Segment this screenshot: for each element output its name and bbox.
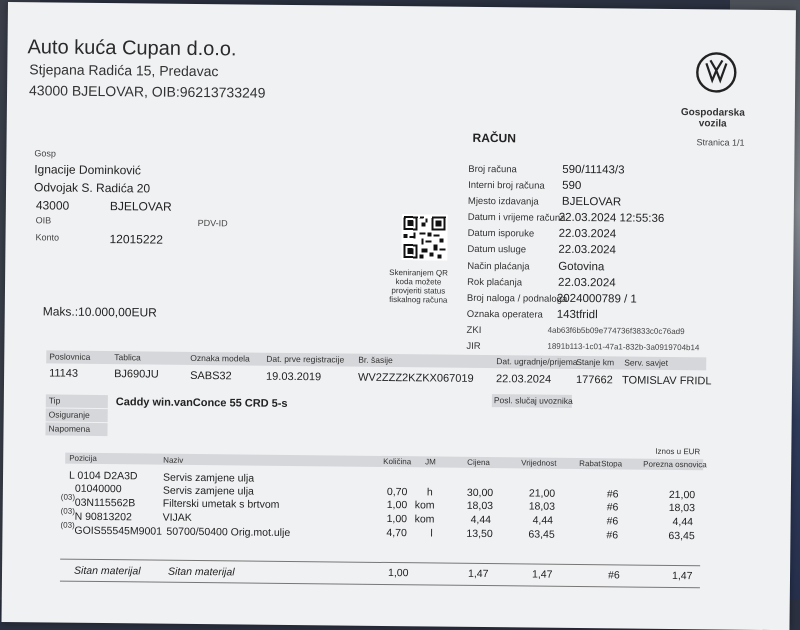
tip-label: Tip [48, 395, 61, 406]
field-value: 22.03.2024 [558, 243, 617, 257]
footer-position: Sitan materijal [73, 564, 141, 578]
row-name: Servis zamjene ulja [162, 471, 255, 485]
qr-caption: Skeniranjem QR koda možete provjeriti status fiskalnog računa [389, 268, 448, 305]
vehicle-value: 19.03.2019 [266, 370, 322, 384]
napomena-label: Napomena [48, 423, 91, 434]
row-name: 50700/50400 Orig.mot.ulje [166, 525, 291, 539]
row-stopa: #6 [606, 529, 619, 542]
row-price: 18,03 [466, 499, 494, 513]
buyer-konto: 12015222 [109, 232, 163, 247]
row-base: 21,00 [668, 488, 696, 502]
row-base: 4,44 [672, 515, 694, 529]
field-label: Datum usluge [467, 243, 527, 256]
vehicle-header: Br. šasije [358, 354, 393, 366]
vehicle-value: BJ690JU [114, 368, 159, 381]
buyer-konto-label: Konto [35, 232, 60, 243]
buyer-name: Ignacije Dominković [34, 162, 142, 178]
row-qty: 0,70 [386, 485, 408, 499]
vw-logo-icon [695, 51, 737, 93]
buyer-street: Odvojak S. Radića 20 [33, 180, 151, 196]
row-jm: h [426, 486, 433, 499]
row-stopa: #6 [606, 488, 619, 501]
row-jm: kom [414, 513, 435, 526]
footer-value: 1,47 [531, 568, 553, 581]
invoice-paper [2, 2, 796, 630]
field-value: 1891b113-1c01-47a1-832b-3a0919704b14 [547, 341, 700, 353]
vehicle-value: WV2ZZZ2KZKX067019 [358, 371, 474, 385]
buyer-postal: 43000 [35, 198, 70, 213]
tip-value: Caddy win.vanConce 55 CRD 5-s [115, 396, 288, 410]
seller-city-oib: 43000 BJELOVAR, OIB:96213733249 [28, 82, 266, 101]
row-position: 01040000 [74, 482, 122, 496]
row-stopa: #6 [606, 515, 619, 528]
field-label: Datum i vrijeme računa [467, 211, 566, 224]
row-jm: l [430, 527, 433, 540]
field-label: Broj naloga / podnaloga [466, 292, 568, 305]
vehicle-value: 177662 [576, 373, 613, 387]
row-position: L 0104 D2A3D [68, 469, 138, 483]
row-qty: 1,00 [386, 512, 408, 526]
footer-line-bottom [60, 581, 700, 589]
items-header: Količina [383, 456, 412, 467]
max-amount: Maks.:10.000,00EUR [42, 304, 157, 320]
qr-code-icon [401, 214, 447, 260]
field-value: 590 [562, 179, 582, 193]
seller-name: Auto kuća Cupan d.o.o. [27, 36, 237, 61]
row-position: GOIS55545M9001 [74, 524, 163, 538]
field-label: Način plaćanja [467, 260, 530, 273]
field-label: JIR [466, 340, 481, 352]
vehicle-header: Poslovnica [49, 351, 91, 362]
row-name: Filterski umetak s brtvom [162, 497, 280, 511]
row-qty: 1,00 [386, 498, 408, 512]
row-base: 18,03 [668, 501, 696, 515]
footer-base: 1,47 [671, 569, 693, 583]
row-prefix: (03) [60, 520, 75, 530]
row-prefix: (03) [60, 492, 76, 502]
buyer-pdv-label: PDV-ID [197, 217, 228, 229]
field-value: 143tfridl [556, 308, 598, 322]
osiguranje-label: Osiguranje [48, 409, 90, 420]
row-price: 13,50 [466, 527, 493, 541]
invoice-title: RAČUN [472, 130, 517, 146]
vehicle-value: TOMISLAV FRIDL [622, 374, 712, 388]
field-value: 22.03.2024 12:55:36 [558, 211, 665, 225]
field-label: Oznaka operatera [466, 308, 543, 321]
items-header: JM [425, 457, 436, 467]
field-label: Rok plaćanja [467, 276, 523, 289]
vehicle-value: 11143 [49, 367, 79, 380]
field-label: Broj računa [468, 163, 517, 176]
seller-street: Stjepana Radića 15, Predavac [29, 61, 219, 80]
items-header: Vrijednost [521, 458, 557, 468]
footer-stopa: #6 [607, 569, 620, 582]
vehicle-header: Tablica [114, 352, 141, 363]
vehicle-header: Stanje km [576, 356, 615, 368]
buyer-city: BJELOVAR [109, 199, 172, 214]
field-label: Interni broj računa [468, 179, 545, 192]
vehicle-value: 22.03.2024 [496, 373, 552, 386]
field-label: ZKI [466, 324, 482, 336]
vehicle-header: Dat. ugradnje/prijema [496, 356, 578, 367]
buyer-oib-label: OIB [35, 215, 52, 226]
items-header: Stopa [601, 459, 623, 469]
field-value: 22.03.2024 [558, 276, 616, 290]
brand-text: Gospodarska vozila [680, 107, 745, 130]
footer-qty: 1,00 [387, 567, 409, 580]
row-name: VIJAK [162, 511, 192, 524]
row-value: 4,44 [532, 514, 554, 527]
footer-line-top [60, 559, 700, 567]
field-value: 4ab63f6b5b09e774736f3833c0c76ad9 [547, 325, 685, 337]
row-prefix: (03) [60, 506, 75, 516]
row-price: 4,44 [470, 513, 492, 527]
row-qty: 4,70 [386, 526, 407, 540]
row-price: 30,00 [466, 486, 494, 500]
row-jm: kom [414, 499, 435, 512]
vehicle-value: SABS32 [190, 369, 232, 383]
row-value: 63,45 [528, 528, 555, 541]
field-label: Datum isporuke [467, 227, 535, 240]
posl-label: Posl. slučaj uvoznika [493, 395, 573, 406]
buyer-salutation: Gosp [34, 148, 56, 159]
field-value: Gotovina [558, 260, 605, 274]
items-header: Rabat [579, 459, 601, 469]
row-base: 63,45 [668, 529, 695, 543]
items-header: Pozicija [69, 453, 97, 463]
footer-name: Sitan materijal [167, 565, 235, 579]
row-value: 21,00 [528, 487, 556, 500]
field-value: BJELOVAR [561, 195, 622, 209]
currency-note: Iznos u EUR [655, 446, 701, 457]
field-value: 590/11143/3 [562, 163, 625, 177]
field-label: Mjesto izdavanja [467, 195, 539, 208]
vehicle-header: Dat. prve registracije [266, 353, 345, 365]
items-header: Cijena [467, 457, 490, 468]
items-header: Naziv [163, 455, 184, 465]
vehicle-header: Serv. savjet [624, 357, 669, 368]
row-name: Servis zamjene ulja [162, 484, 254, 498]
field-value: 2024000789 / 1 [556, 292, 637, 306]
field-value: 22.03.2024 [558, 227, 617, 241]
row-position: N 90813202 [74, 510, 132, 524]
footer-price: 1,47 [467, 567, 489, 581]
vehicle-header: Oznaka modela [190, 352, 250, 364]
row-value: 18,03 [528, 500, 556, 513]
row-position: 03N115562B [74, 496, 136, 510]
items-header: Porezna osnovica [643, 459, 707, 470]
row-stopa: #6 [606, 501, 619, 514]
page-number: Stranica 1/1 [696, 137, 745, 148]
